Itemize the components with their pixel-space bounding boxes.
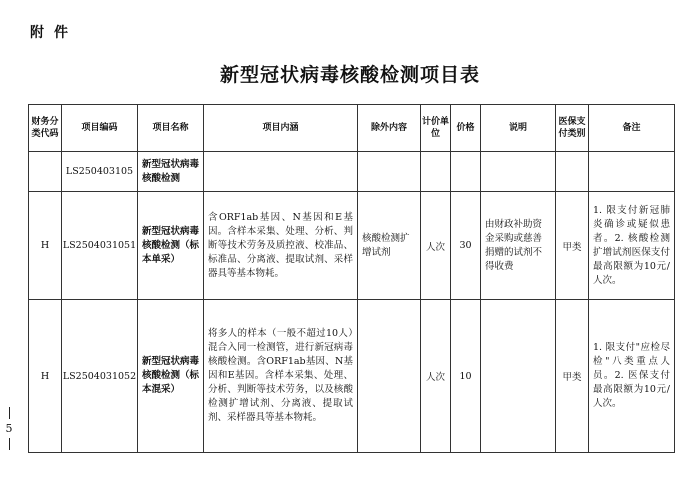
col-insurance: 医保支付类别 <box>556 105 589 152</box>
cell-insurance: 甲类 <box>556 300 589 453</box>
table-row <box>29 152 675 192</box>
cell-excluded <box>358 300 421 453</box>
col-excluded: 除外内容 <box>358 105 421 152</box>
col-price: 价格 <box>451 105 481 152</box>
table-row <box>29 192 675 300</box>
cell-description <box>481 152 556 192</box>
cell-price: 10 <box>451 300 481 453</box>
page-dash-bottom <box>9 438 10 450</box>
table-header-row <box>29 105 675 152</box>
cell-item-code: LS2504031052 <box>62 300 138 453</box>
cell-item-code: LS250403105 <box>62 152 138 192</box>
cell-item-name: 新型冠状病毒核酸检测 <box>138 152 204 192</box>
page-dash-top <box>9 407 10 419</box>
cell-item-name: 新型冠状病毒核酸检测（标本单采） <box>138 192 204 300</box>
cell-remarks <box>589 152 675 192</box>
cell-unit: 人次 <box>421 300 451 453</box>
cell-insurance: 甲类 <box>556 192 589 300</box>
cell-finance-code: H <box>29 300 62 453</box>
cell-item-content <box>204 152 358 192</box>
cell-item-content: 含ORF1ab基因、N基因和E基因。含样本采集、处理、分析、判断等技术劳务及质控液、校准品、标准品、分离液、提取试剂、采样器具等基本物耗。 <box>204 192 358 300</box>
cell-description <box>481 300 556 453</box>
cell-item-code: LS2504031051 <box>62 192 138 300</box>
cell-price <box>451 152 481 192</box>
cell-excluded: 核酸检测扩增试剂 <box>358 192 421 300</box>
page-number: 5 <box>5 422 13 435</box>
table-row <box>29 300 675 453</box>
col-remarks: 备注 <box>589 105 675 152</box>
page-number-marker <box>3 407 15 450</box>
col-finance-code: 财务分类代码 <box>29 105 62 152</box>
cell-description: 由财政补助资金采购或慈善捐赠的试剂不得收费 <box>481 192 556 300</box>
cell-unit: 人次 <box>421 192 451 300</box>
cell-finance-code: H <box>29 192 62 300</box>
cell-remarks: 1. 限支付新冠肺炎确诊或疑似患者。2. 核酸检测扩增试剂医保支付最高限额为10元/人次。 <box>589 192 675 300</box>
col-description: 说明 <box>481 105 556 152</box>
col-item-code: 项目编码 <box>62 105 138 152</box>
cell-item-name: 新型冠状病毒核酸检测（标本混采） <box>138 300 204 453</box>
cell-excluded <box>358 152 421 192</box>
col-unit: 计价单位 <box>421 105 451 152</box>
cell-item-content: 将多人的样本（一般不超过10人）混合入同一检测管，进行新冠病毒核酸检测。含ORF1ab基因、N基因和E基因。含样本采集、处理、分析、判断等技术劳务，以及核酸检测扩增试剂、分离液、提取试剂、采样器具等基本物耗。 <box>204 300 358 453</box>
cell-remarks: 1. 限支付"应检尽检"八类重点人员。2. 医保支付最高限额为10元/人次。 <box>589 300 675 453</box>
test-items-table <box>28 104 675 453</box>
cell-finance-code <box>29 152 62 192</box>
attachment-label: 附件 <box>30 25 78 41</box>
cell-unit <box>421 152 451 192</box>
cell-price: 30 <box>451 192 481 300</box>
col-item-name: 项目名称 <box>138 105 204 152</box>
col-item-content: 项目内涵 <box>204 105 358 152</box>
page-title: 新型冠状病毒核酸检测项目表 <box>219 64 480 86</box>
cell-insurance <box>556 152 589 192</box>
